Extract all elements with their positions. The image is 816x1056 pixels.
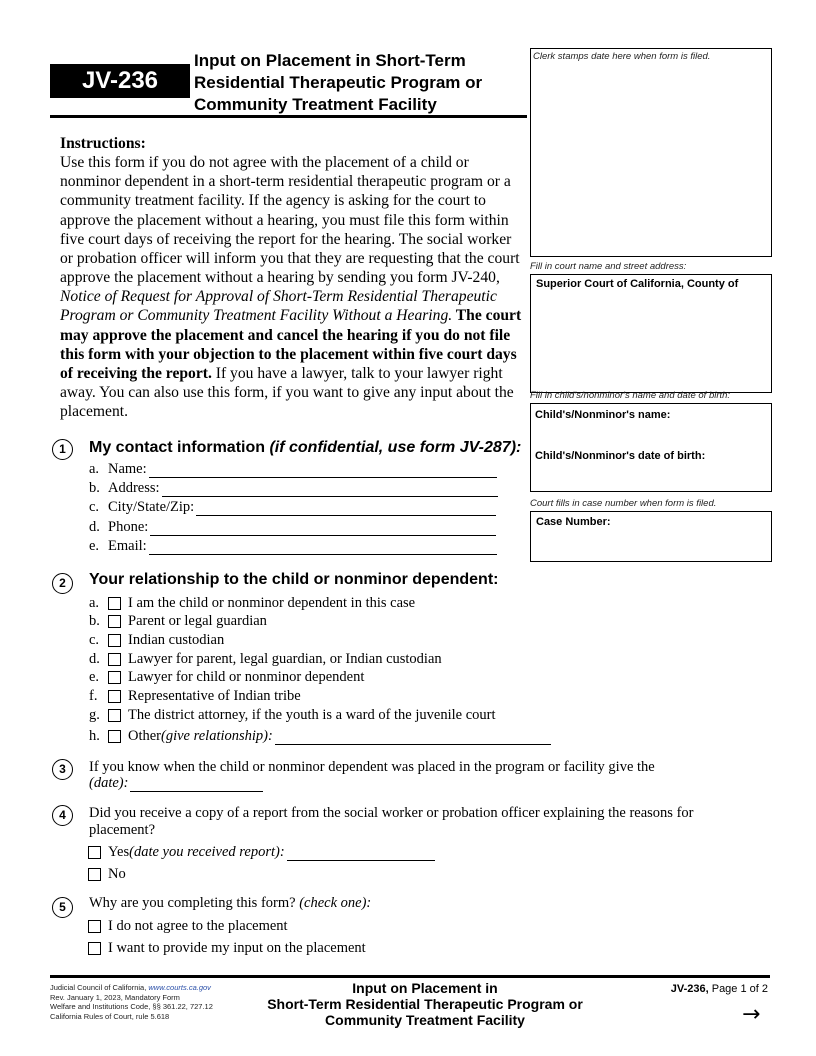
section-3-text: If you know when the child or nonminor dependent was placed in the program or facility give the	[89, 759, 655, 775]
name-field[interactable]	[89, 461, 497, 478]
divider	[50, 115, 527, 118]
title-line: Community Treatment Facility	[194, 95, 437, 114]
placement-date-input[interactable]	[130, 776, 263, 792]
checkbox[interactable]	[88, 868, 101, 881]
section-4-text: Did you receive a copy of a report from the social worker or probation officer explaining the reasons for	[89, 805, 694, 821]
option-label: Lawyer for parent, legal guardian, or Indian custodian	[128, 651, 442, 667]
item-letter: a.	[89, 461, 100, 477]
checkbox[interactable]	[88, 846, 101, 859]
checkbox[interactable]	[108, 597, 121, 610]
footer-title-line: Short-Term Residential Therapeutic Program or	[267, 996, 583, 1012]
section-2-heading: Your relationship to the child or nonminor dependent:	[89, 571, 499, 588]
footer-text: California Rules of Court, rule 5.618	[50, 1011, 170, 1021]
page-indicator	[640, 983, 768, 995]
clerk-stamp-box	[530, 48, 772, 257]
item-letter: d.	[89, 519, 100, 535]
footer-info	[50, 983, 213, 1021]
option-label: I want to provide my input on the placement	[108, 940, 366, 956]
checkbox[interactable]	[88, 942, 101, 955]
section-number: 1	[52, 439, 73, 460]
instructions-text: If you have a lawyer, talk to your lawyer right away. You can also use this form, if you want to give any input about the placement.	[60, 364, 514, 421]
checkbox[interactable]	[108, 690, 121, 703]
option-note: (give relationship):	[161, 728, 273, 744]
relationship-option[interactable]	[89, 595, 415, 612]
name-input[interactable]	[149, 462, 497, 478]
footer-form-number: JV-236,	[670, 983, 709, 995]
checkbox[interactable]	[108, 730, 121, 743]
footer-text: Welfare and Institutions Code, §§ 361.22, 727.12	[50, 1002, 213, 1011]
checkbox[interactable]	[108, 653, 121, 666]
heading-note: (if confidential, use form JV-287):	[269, 439, 522, 456]
checkbox[interactable]	[108, 709, 121, 722]
placement-date-field[interactable]	[89, 775, 263, 792]
relationship-option[interactable]	[89, 707, 496, 724]
item-letter: b.	[89, 613, 100, 629]
input-option[interactable]	[88, 940, 366, 957]
option-label: Indian custodian	[128, 632, 225, 648]
option-label: The district attorney, if the youth is a ward of the juvenile court	[128, 707, 496, 723]
section-number: 5	[52, 897, 73, 918]
item-letter: d.	[89, 651, 100, 667]
child-name-label: Child's/Nonminor's name:	[535, 409, 671, 421]
section-4-text: placement?	[89, 822, 156, 838]
relationship-option[interactable]	[89, 632, 224, 649]
phone-input[interactable]	[150, 520, 496, 536]
title-line: Residential Therapeutic Program or	[194, 73, 483, 92]
item-letter: b.	[89, 480, 100, 496]
relationship-option[interactable]	[89, 688, 301, 705]
section-1-heading	[89, 439, 521, 457]
email-input[interactable]	[149, 539, 497, 555]
no-option[interactable]	[88, 866, 126, 883]
case-number-label: Case Number:	[536, 516, 611, 528]
option-note: (date you received report):	[129, 844, 285, 860]
option-label: I do not agree to the placement	[108, 918, 288, 934]
other-relationship-input[interactable]	[275, 729, 551, 745]
option-label: Parent or legal guardian	[128, 613, 267, 629]
relationship-option[interactable]	[89, 651, 442, 668]
footer-title-line: Community Treatment Facility	[325, 1012, 525, 1028]
item-letter: c.	[89, 499, 100, 515]
option-label: Representative of Indian tribe	[128, 688, 301, 704]
option-label: I am the child or nonminor dependent in this case	[128, 595, 416, 611]
relationship-option[interactable]	[89, 728, 551, 745]
section-number: 2	[52, 573, 73, 594]
yes-option[interactable]	[88, 844, 435, 861]
case-caption: Court fills in case number when form is filed.	[530, 498, 717, 509]
option-label: Yes	[108, 844, 130, 860]
checkbox[interactable]	[108, 634, 121, 647]
relationship-option[interactable]	[89, 669, 364, 686]
city-input[interactable]	[196, 500, 496, 516]
instructions	[60, 134, 524, 421]
option-label: Lawyer for child or nonminor dependent	[128, 669, 365, 685]
field-label: Address:	[108, 480, 160, 496]
relationship-option[interactable]	[89, 613, 267, 630]
field-label: Name:	[108, 461, 147, 477]
email-field[interactable]	[89, 538, 497, 555]
child-caption: Fill in child's/nonminor's name and date of birth:	[530, 390, 731, 401]
section-number: 4	[52, 805, 73, 826]
title-line: Input on Placement in Short-Term	[194, 51, 466, 70]
item-letter: c.	[89, 632, 100, 648]
court-name-field[interactable]	[530, 274, 772, 393]
next-page-arrow-icon[interactable]: →	[742, 1002, 761, 1027]
city-field[interactable]	[89, 499, 496, 516]
instructions-warning: The court may approve the placement and cancel the hearing if you do not file this form with your objection to the placement within five court days of receiving the report.	[60, 307, 522, 382]
item-letter: h.	[89, 728, 100, 744]
checkbox[interactable]	[108, 671, 121, 684]
question: Why are you completing this form?	[89, 895, 300, 911]
item-letter: g.	[89, 707, 100, 723]
heading-text: My contact information	[89, 439, 270, 456]
option-label: Other	[128, 728, 162, 744]
disagree-option[interactable]	[88, 918, 288, 935]
footer-text: Judicial Council of California,	[50, 983, 149, 992]
instructions-form-title: Notice of Request for Approval of Short-Term Residential Therapeutic Program or Community Treatment Facility Without a Hearing.	[60, 288, 497, 325]
address-field[interactable]	[89, 480, 498, 497]
page-number: Page 1 of 2	[708, 983, 768, 995]
section-5-text	[89, 895, 371, 912]
child-dob-label: Child's/Nonminor's date of birth:	[535, 450, 706, 462]
checkbox[interactable]	[88, 920, 101, 933]
divider	[50, 975, 770, 978]
instructions-heading: Instructions:	[60, 135, 146, 152]
field-label: Phone:	[108, 519, 149, 535]
field-label: (date):	[89, 775, 129, 791]
item-letter: f.	[89, 688, 98, 704]
phone-field[interactable]	[89, 519, 496, 536]
field-label: City/State/Zip:	[108, 499, 195, 515]
question-note: (check one):	[299, 895, 372, 911]
item-letter: e.	[89, 669, 100, 685]
clerk-caption: Clerk stamps date here when form is filed.	[533, 51, 711, 62]
court-label: Superior Court of California, County of	[536, 278, 739, 290]
section-number: 3	[52, 759, 73, 780]
footer-title-line: Input on Placement in	[352, 980, 498, 996]
form-number-badge: JV-236	[50, 64, 190, 98]
footer-title	[240, 980, 610, 1028]
report-date-input[interactable]	[287, 845, 435, 861]
courts-link[interactable]: www.courts.ca.gov	[148, 983, 211, 992]
footer-text: Rev. January 1, 2023, Mandatory Form	[50, 992, 180, 1002]
instructions-text: Use this form if you do not agree with the placement of a child or nonminor dependent in a short-term residential therapeutic program or a community treatment facility. If the agency is asking for the court to approve the placement without a hearing, you must file this form within five court days of receiving the report for the hearing. The social worker or probation officer will inform you that they are requesting that the court approve the placement without a hearing by sending you form JV-240,	[60, 154, 520, 287]
form-title	[194, 50, 482, 116]
checkbox[interactable]	[108, 615, 121, 628]
court-caption: Fill in court name and street address:	[530, 261, 687, 272]
item-letter: a.	[89, 595, 100, 611]
option-label: No	[108, 866, 126, 882]
item-letter: e.	[89, 538, 100, 554]
address-input[interactable]	[162, 481, 498, 497]
field-label: Email:	[108, 538, 147, 554]
